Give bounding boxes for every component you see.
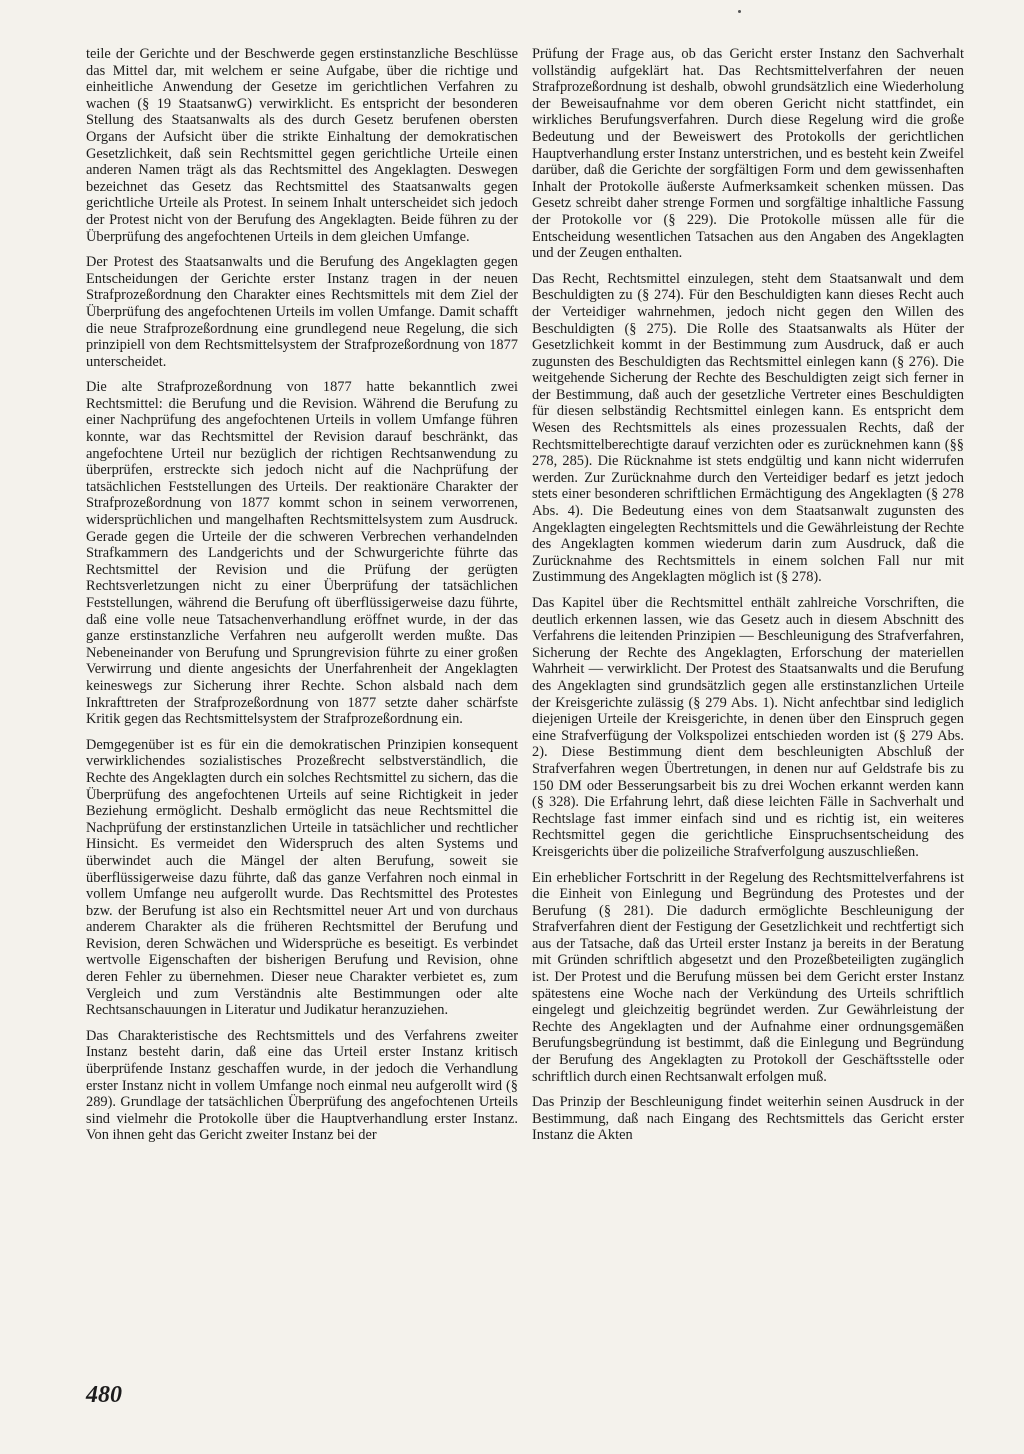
paragraph: Das Kapitel über die Rechtsmittel enthält zahlreiche Vorschriften, die deutlich erkennen lassen, wie das Gesetz auch in diesem Abschnitt des Verfahrens die leitenden Prinzipien — Beschleunigung des Strafverfahren, Sicherung der Rechte des Angeklagten, Erforschung der materiellen Wahrheit — verwirklicht. Der Protest des Staatsanwalts und die Berufung des Angeklagten sind grundsätzlich gegen alle erstinstanzlichen Urteile der Kreisgerichte zulässig (§ 279 Abs. 1). Nicht anfechtbar sind lediglich diejenigen Urteile der Kreisgerichte, in denen über den Einspruch gegen eine Strafverfügung der Volkspolizei entschieden worden ist (§ 279 Abs. 2). Diese Bestimmung dient dem beschleunigten Abschluß der Strafverfahren wegen Übertretungen, in denen nur auf Geldstrafe bis zu 150 DM oder Besserungsarbeit bis zu drei Wochen erkannt werden kann (§ 328). Die Erfahrung lehrt, daß diese leichten Fälle in Sachverhalt und Rechtslage fast immer einfach sind und es richtig ist, ein weiteres Rechtsmittel gegen die gerichtliche Einspruchsentscheidung des Kreisgerichts über die polizeiliche Strafverfolgung auszuschließen. <box>532 595 964 860</box>
paragraph: Der Protest des Staatsanwalts und die Berufung des Angeklagten gegen Entscheidungen der Gerichte erster Instanz tragen in der neuen Strafprozeßordnung den Charakter eines Rechtsmittels mit dem Ziel der Überprüfung des angefochtenen Urteils im vollen Umfange. Damit schafft die neue Strafprozeßordnung eine grundlegend neue Regelung, die sich prinzipiell von dem Rechtsmittelsystem der Strafprozeßordnung von 1877 unterscheidet. <box>86 254 518 370</box>
paragraph: Das Recht, Rechtsmittel einzulegen, steht dem Staatsanwalt und dem Beschuldigten zu (§ 274). Für den Beschuldigten kann dieses Recht auch der Verteidiger wahrnehmen, jedoch nicht gegen den Willen des Beschuldigten (§ 275). Die Rolle des Staatsanwalts als Hüter der Gesetzlichkeit kommt in der Bestimmung zum Ausdruck, daß er auch zugunsten des Beschuldigten das Rechtsmittel einlegen kann (§ 276). Die weitgehende Sicherung der Rechte des Beschuldigten zeigt sich ferner in der Bestimmung, daß auch der gesetzliche Vertreter eines Beschuldigten für diesen selbständig Rechtsmittel einlegen kann. Es entspricht dem Wesen des Rechtsmittels als eines prozessualen Rechts, daß der Rechtsmittelberechtigte darauf verzichten oder es zurücknehmen kann (§§ 278, 285). Die Rücknahme ist stets endgültig und kann nicht widerrufen werden. Zur Zurücknahme durch den Verteidiger bedarf es jetzt jedoch stets einer besonderen schriftlichen Ermächtigung des Angeklagten (§ 278 Abs. 4). Die Bedeutung eines von dem Staatsanwalt zugunsten des Angeklagten eingelegten Rechtsmittels und die Gewährleistung der Rechte des Angeklagten kommen wiederum darin zum Ausdruck, daß die Zurücknahme des Rechtsmittels in einem solchen Fall nur mit Zustimmung des Angeklagten möglich ist (§ 278). <box>532 270 964 586</box>
right-column <box>532 46 964 1153</box>
paragraph: Das Charakteristische des Rechtsmittels und des Verfahrens zweiter Instanz besteht darin, daß eine das Urteil erster Instanz kritisch überprüfende Instanz geschaffen wurde, in der jedoch die Verhandlung erster Instanz nicht in vollem Umfange noch einmal neu aufgerollt wird (§ 289). Grundlage der tatsächlichen Überprüfung des angefochtenen Urteils sind vielmehr die Protokolle über die Hauptverhandlung erster Instanz. Von ihnen geht das Gericht zweiter Instanz bei der <box>86 1027 518 1144</box>
paragraph: teile der Gerichte und der Beschwerde gegen erstinstanzliche Beschlüsse das Mittel dar, mit welchem er seine Aufgabe, über die richtige und einheitliche Anwendung der Gesetze im gerichtlichen Verfahren zu wachen (§ 19 StaatsanwG) verwirklicht. Es entspricht der besonderen Stellung des Staatsanwalts als des durch Gesetz berufenen obersten Organs der Aufsicht über die strikte Einhaltung der demokratischen Gesetzlichkeit, daß sein Rechtsmittel gegen gerichtliche Urteile einen anderen Namen trägt als das Rechtsmittel des Angeklagten. Deswegen bezeichnet das Gesetz das Rechtsmittel des Staatsanwalts gegen gerichtliche Urteile als Protest. In seinem Inhalt unterscheidet sich jedoch der Protest nicht von der Berufung des Angeklagten. Beide führen zu der Überprüfung des angefochtenen Urteils in dem gleichen Umfange. <box>86 46 518 245</box>
paragraph: Die alte Strafprozeßordnung von 1877 hatte bekanntlich zwei Rechtsmittel: die Berufung und die Revision. Während die Berufung zu einer Nachprüfung des angefochtenen Urteils in vollem Umfange führen konnte, war das Rechtsmittel der Revision darauf beschränkt, das angefochtene Urteil nur bezüglich der richtigen Rechtsanwendung zu überprüfen, erstreckte sich jedoch nicht auf die Nachprüfung der tatsächlichen Feststellungen des Urteils. Der reaktionäre Charakter der Strafprozeßordnung von 1877 kommt schon in seinem verworrenen, widersprüchlichen und mangelhaften Rechtsmittelsystem zum Ausdruck. Gerade gegen die Urteile der die schweren Verbrechen verhandelnden Strafkammern des Landgerichts und der Schwurgerichte führte das Rechtsmittel der Revision und die Prüfung der gerügten Rechtsverletzungen nicht zu einer Überprüfung der tatsächlichen Feststellungen, während die Berufung oft überflüssigerweise dazu führte, daß eine volle neue Tatsachenverhandlung eröffnet wurde, in der das ganze erstinstanzliche Verfahren neu aufgerollt werden mußte. Das Nebeneinander von Berufung und Sprungrevision führte zu einer großen Verwirrung und diente angesichts der Unerfahrenheit der Angeklagten keineswegs zur Sicherung ihrer Rechte. Schon alsbald nach dem Inkrafttreten der Strafprozeßordnung von 1877 setzte daher schärfste Kritik gegen das Rechtsmittelsystem der Strafprozeßordnung ein. <box>86 379 518 728</box>
paragraph: Prüfung der Frage aus, ob das Gericht erster Instanz den Sachverhalt vollständig aufgeklärt hat. Das Rechtsmittelverfahren der neuen Strafprozeßordnung ist deshalb, obwohl grundsätzlich eine Wiederholung der Beweisaufnahme vor dem oberen Gericht nicht stattfindet, ein wirkliches Berufungsverfahren. Durch diese Regelung wird die große Bedeutung und der Beweiswert des Protokolls der gerichtlichen Hauptverhandlung erster Instanz unterstrichen, und es besteht kein Zweifel darüber, daß die Gerichte der sorgfältigen Form und dem gewissenhaften Inhalt der Protokolle äußerste Aufmerksamkeit schenken müssen. Das Gesetz schreibt daher strenge Formen und sorgfältige inhaltliche Fassung der Protokolle vor (§ 229). Die Protokolle müssen alle für die Entscheidung wesentlichen Tatsachen aus den Angaben des Angeklagten und der Zeugen enthalten. <box>532 46 964 262</box>
paragraph: Ein erheblicher Fortschritt in der Regelung des Rechtsmittelverfahrens ist die Einheit von Einlegung und Begründung des Protestes und der Berufung (§ 281). Die dadurch ermöglichte Beschleunigung der Strafverfahren dient der Festigung der Gesetzlichkeit und rechtfertigt sich aus der Tatsache, daß das Urteil erster Instanz ja bereits in der Beratung mit Gründen schriftlich abgesetzt und den Prozeßbeteiligten zugänglich ist. Der Protest und die Berufung müssen bei dem Gericht erster Instanz spätestens eine Woche nach der Verkündung des Urteils schriftlich eingelegt und gleichzeitig begründet werden. Zur Gewährleistung der Rechte des Angeklagten und der Aufnahme einer ordnungsgemäßen Berufungsbegründung ist bestimmt, daß die Einlegung und Begründung der Berufung des Angeklagten zu Protokoll der Geschäftsstelle oder schriftlich durch einen Rechtsanwalt erfolgen muß. <box>532 869 964 1085</box>
paragraph: Das Prinzip der Beschleunigung findet weiterhin seinen Ausdruck in der Bestimmung, daß nach Eingang des Rechtsmittels das Gericht erster Instanz die Akten <box>532 1094 964 1144</box>
page-number: 480 <box>86 1382 122 1408</box>
print-speck <box>738 10 741 13</box>
left-column <box>86 46 518 1153</box>
paragraph: Demgegenüber ist es für ein die demokratischen Prinzipien konsequent verwirklichendes sozialistisches Prozeßrecht selbstverständlich, die Rechte des Angeklagten durch ein solches Rechtsmittel zu sichern, das die Überprüfung des angefochtenen Urteils auf seine Richtigkeit in jeder Beziehung ermöglicht. Deshalb ermöglicht das neue Rechtsmittel die Nachprüfung der erstinstanzlichen Urteile in tatsächlicher und rechtlicher Hinsicht. Es vermeidet den Widerspruch des alten Systems und überwindet auch die Mängel der alten Berufung, soweit sie überflüssigerweise dazu führte, daß das ganze Verfahren noch einmal in vollem Umfange neu aufgerollt wurde. Das Rechtsmittel des Protestes bzw. der Berufung ist also ein Rechtsmittel neuer Art und von durchaus anderem Charakter als die früheren Rechtsmittel der Berufung und Revision, deren Schwächen und Widersprüche es beseitigt. Es verbindet wertvolle Eigenschaften der bisherigen Berufung und Revision, ohne deren Fehler zu übernehmen. Dieser neue Charakter verbietet es, zum Vergleich und zum Verständnis alte Bestimmungen oder alte Rechtsanschauungen in Literatur und Judikatur heranzuziehen. <box>86 736 518 1019</box>
